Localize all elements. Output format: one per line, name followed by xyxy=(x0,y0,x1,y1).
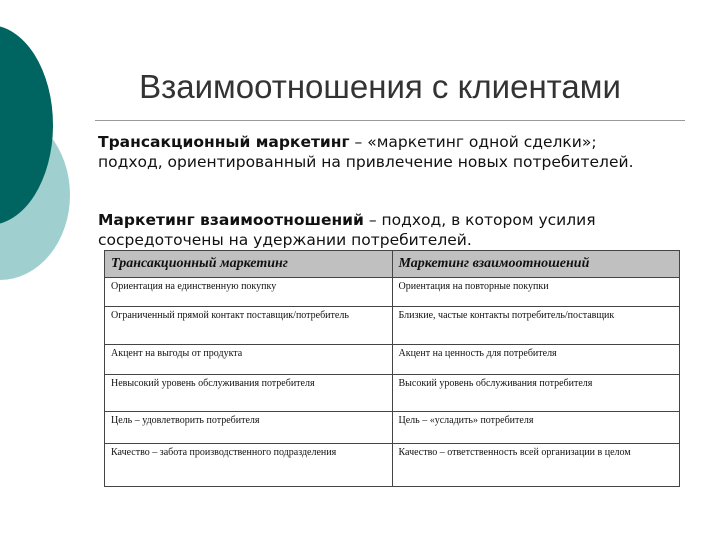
table-row xyxy=(105,345,680,375)
paragraph-transactional xyxy=(98,132,638,172)
table-cell: Качество – ответственность всей организации в целом xyxy=(392,444,680,487)
decor-circles xyxy=(0,0,80,300)
table-cell: Цель – удовлетворить потребителя xyxy=(105,412,393,444)
title-divider xyxy=(95,120,685,121)
slide-title: Взаимоотношения с клиентами xyxy=(139,68,621,105)
table-cell: Цель – «усладить» потребителя xyxy=(392,412,680,444)
table-cell: Ограниченный прямой контакт поставщик/потребитель xyxy=(105,307,393,345)
definition: – «маркетинг одной сделки»; подход, ориентированный на привлечение новых потребителей. xyxy=(98,133,634,171)
table-row xyxy=(105,412,680,444)
header-cell: Трансакционный маркетинг xyxy=(105,251,393,278)
table-row xyxy=(105,444,680,487)
table-row xyxy=(105,307,680,345)
paragraph-relationship xyxy=(98,210,638,250)
table-cell: Акцент на ценность для потребителя xyxy=(392,345,680,375)
comparison-table xyxy=(104,250,680,487)
table-row xyxy=(105,375,680,412)
header-cell: Маркетинг взаимоотношений xyxy=(392,251,680,278)
definition: – подход, в котором усилия сосредоточены на удержании потребителей. xyxy=(98,211,596,249)
table-cell: Ориентация на единственную покупку xyxy=(105,278,393,307)
term: Маркетинг взаимоотношений xyxy=(98,211,364,229)
table-cell: Качество – забота производственного подразделения xyxy=(105,444,393,487)
table-row xyxy=(105,278,680,307)
table-cell: Высокий уровень обслуживания потребителя xyxy=(392,375,680,412)
table-cell: Ориентация на повторные покупки xyxy=(392,278,680,307)
table-cell: Акцент на выгоды от продукта xyxy=(105,345,393,375)
table-cell: Невысокий уровень обслуживания потребителя xyxy=(105,375,393,412)
table-cell: Близкие, частые контакты потребитель/поставщик xyxy=(392,307,680,345)
term: Трансакционный маркетинг xyxy=(98,133,350,151)
